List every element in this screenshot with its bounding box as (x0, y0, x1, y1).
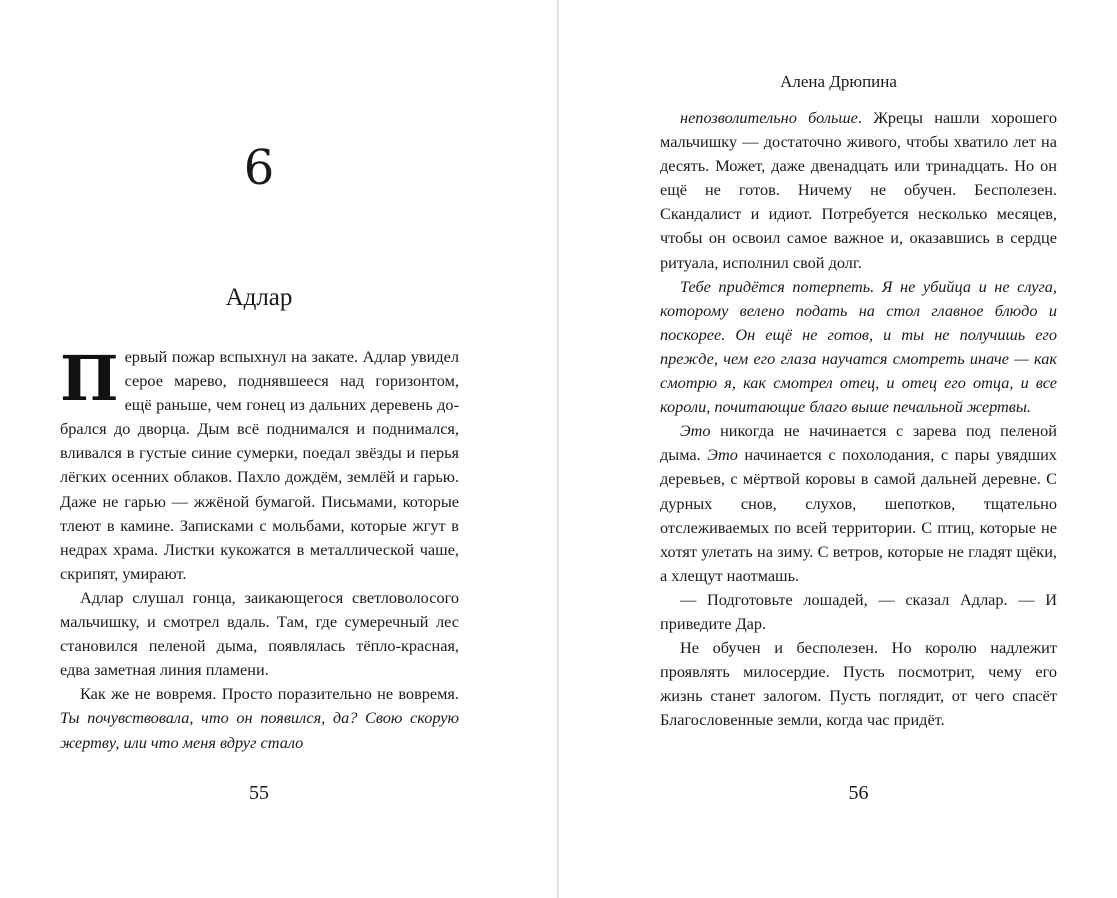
text-run: Адлар слушал гонца, заикающегося светловолосого мальчишку, и смотрел вдаль. Там, где сумеречный лес становился пеленой дыма, появлялась тёпло-красная, едва заметная линия пламени. (60, 587, 459, 680)
chapter-title: Адлар (225, 284, 293, 311)
paragraph (660, 419, 1057, 588)
text-run: Как же не вовремя. Просто поразительно не вовремя. (80, 684, 459, 704)
drop-cap: П (60, 342, 119, 415)
page-number-right: 56 (848, 782, 869, 804)
paragraph (60, 586, 459, 682)
paragraph (660, 106, 1057, 275)
right-page-body-text (660, 106, 1057, 732)
page-number-left: 55 (249, 782, 269, 804)
text-run: никогда не начинается с зарева под пеленой дыма. (660, 421, 1057, 465)
paragraph (60, 342, 459, 586)
italic-text-run: Это (707, 445, 738, 465)
left-page (0, 0, 556, 898)
paragraph (660, 588, 1057, 636)
left-page-body-text (60, 342, 459, 755)
chapter-number: 6 (243, 140, 275, 196)
text-run: — Подготовьте лошадей, — сказал Адлар. — И приведите Дар. (660, 589, 1057, 633)
text-run: . Жрецы нашли хорошего мальчишку — достаточно живого, чтобы хватило лет на десять. Может, даже двенадцать или тринадцать. Но он ещё не готов. Ничему не обучен. Бесполезен. Скандалист и идиот. Потребуется несколько месяцев, чтобы он освоил самое важное и, оказавшись в сердце ритуала, исполнил свой долг. (660, 108, 1057, 272)
italic-text-run: Это (680, 421, 711, 441)
book-gutter (557, 0, 559, 898)
paragraph (660, 636, 1057, 732)
italic-text-run: Ты почувствовала, что он появился, да? Свою скорую жертву, или что меня вдруг стало (60, 708, 459, 752)
paragraph (60, 682, 459, 754)
running-head-author: Алена Дрюпина (780, 72, 897, 91)
text-run: Не обучен и бесполезен. Но королю надлежит проявлять милосердие. Пусть посмотрит, чему его жизнь станет залогом. Пусть поглядит, от чего спасёт Благословенные земли, когда час придёт. (660, 638, 1057, 730)
text-run: ервый пожар вспыхнул на закате. Адлар увидел серое марево, поднявшееся над горизонтом, ещё раньше, чем гонец из дальних деревень добрался до дворца. Дым всё поднимался и поднимался, вливался в густые синие сумерки, поедал звёзды и перья лёгких осенних облаков. Пахло дождём, землёй и гарью. Даже не гарью — жжёной бумагой. Письмами, которые тлеют в камине. Записками с мольбами, которые жгут в недрах храма. Листки кукожатся в металлической чаше, скрипят, умирают. (60, 347, 459, 583)
italic-text-run: Тебе придётся потерпеть. Я не убийца и не слуга, которому велено подать на стол главное блюдо и поскорее. Он ещё не готов, и ты не получишь его прежде, чем его глаза научатся смотреть иначе — как смотрю я, как смотрел отец, и отец его отца, и все короли, почитающие благо выше печальной жертвы. (660, 276, 1057, 417)
italic-text-run: непозволительно больше (680, 108, 858, 127)
paragraph (660, 275, 1057, 420)
right-page (560, 0, 1117, 898)
text-run: начинается с похолодания, с пары увядших деревьев, с мёртвой коровы в самой дальней деревне. С дурных снов, слухов, шепотков, тщательно отслеживаемых по всей территории. С птиц, которые не хотят улетать на зиму. С ветров, которые не гладят щёки, а хлещут наотмашь. (660, 445, 1057, 585)
